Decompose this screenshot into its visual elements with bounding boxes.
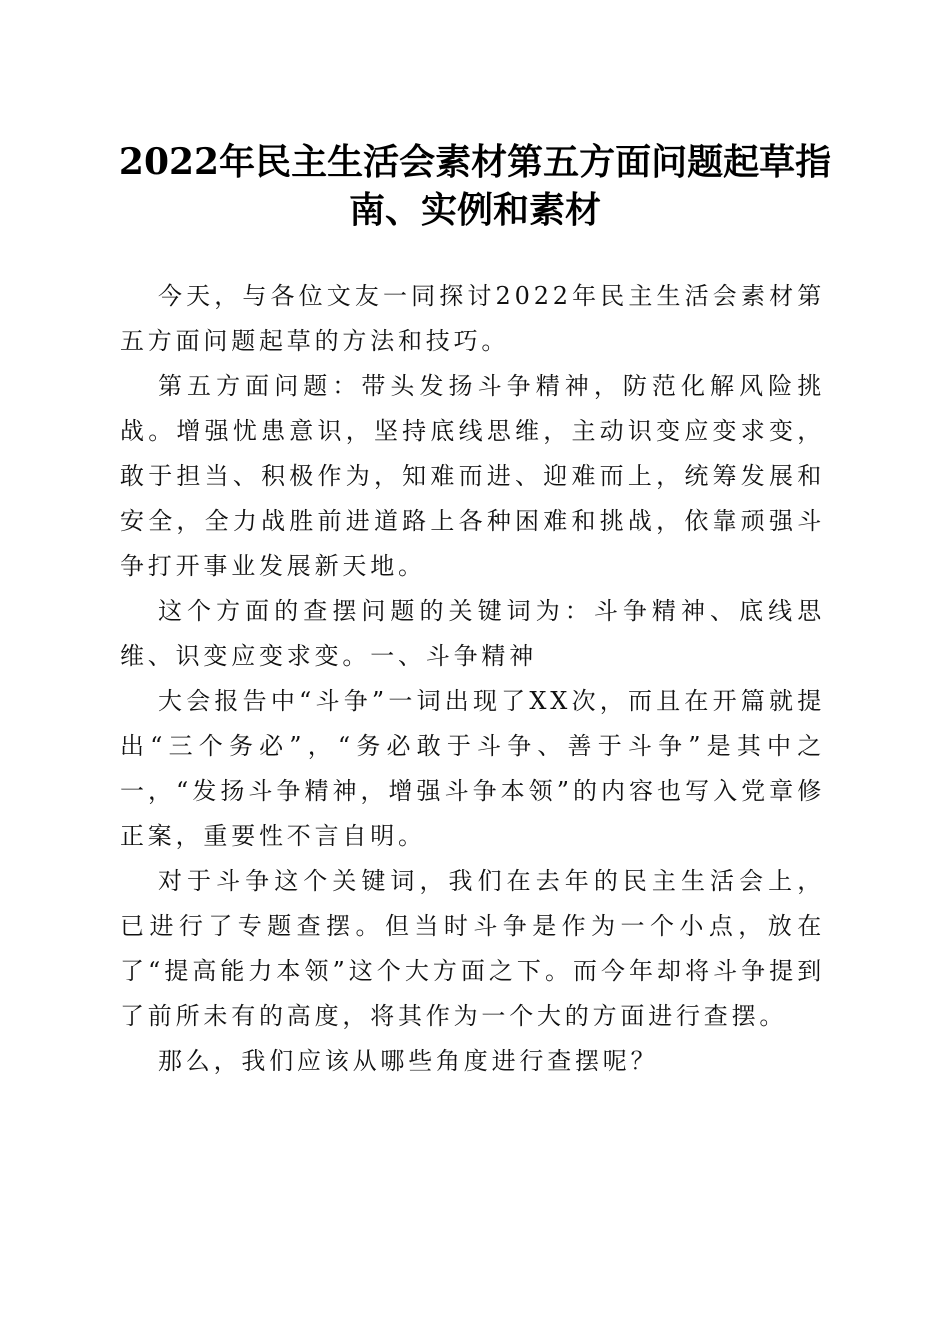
document-title: 2022年民主生活会素材第五方面问题起草指南、实例和素材 — [118, 141, 832, 231]
paragraph-last-year: 对于斗争这个关键词，我们在去年的民主生活会上，已进行了专题查摆。但当时斗争是作为一个小点，放在了“提高能力本领”这个大方面之下。而今年却将斗争提到了前所未有的高度，将其作为一个大的方面进行查摆。 — [120, 867, 825, 1030]
paragraph-report: 大会报告中“斗争”一词出现了XX次，而且在开篇就提出“三个务必”，“务必敢于斗争、善于斗争”是其中之一，“发扬斗争精神，增强斗争本领”的内容也写入党章修正案，重要性不言自明。 — [120, 687, 825, 850]
paragraph-question: 那么，我们应该从哪些角度进行查摆呢？ — [158, 1047, 659, 1075]
paragraph-intro: 今天，与各位文友一同探讨2022年民主生活会素材第五方面问题起草的方法和技巧。 — [120, 282, 825, 355]
paragraph-fifth-aspect: 第五方面问题：带头发扬斗争精神，防范化解风险挑战。增强忧患意识，坚持底线思维，主动识变应变求变，敢于担当、积极作为，知难而进、迎难而上，统筹发展和安全，全力战胜前进道路上各种困难和挑战，依靠顽强斗争打开事业发展新天地。 — [120, 372, 825, 580]
paragraph-keywords: 这个方面的查摆问题的关键词为：斗争精神、底线思维、识变应变求变。一、斗争精神 — [120, 597, 825, 670]
document-body — [120, 274, 825, 1084]
